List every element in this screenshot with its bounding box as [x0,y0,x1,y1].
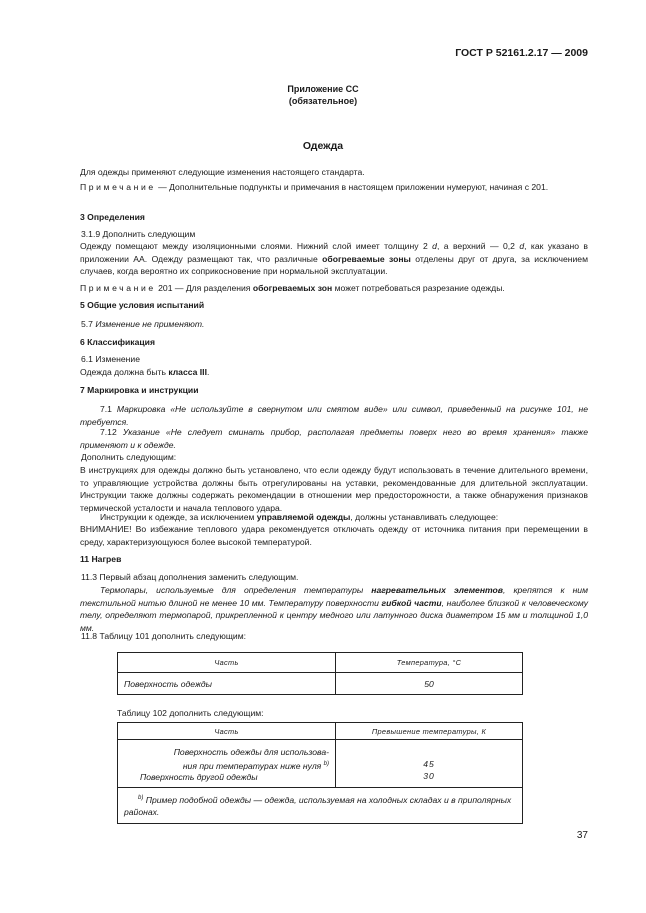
table-102-row1-line2 [124,759,329,772]
note-label: Примечание [80,182,156,192]
table-101-row-label: Поверхность одежды [118,673,336,695]
definitions-paragraph [80,240,588,278]
heading-test-conditions: 5 Общие условия испытаний [80,300,205,310]
footnote-text: Пример подобной одежды — одежда, используемая на холодных складах и в приполярных районах. [124,795,512,818]
marking-instructions: В инструкциях для одежды должно быть установлено, что если одежду будут использовать в течение длительного времени, то управляющие устройства должны быть отрегулированы на уставки, рекомендованные для длительной эксплуатации. Инструкции также должны содержать рекомендации в отношении мер предосторожности, а также обнаружения признаков термической усталости и начала теплового удара. [80,465,588,513]
text-run: Одежду помещают между изоляционными слоями. Нижний слой имеет толщину 2 [80,241,433,251]
marking-7-12 [80,426,588,451]
heading-classification: 6 Классификация [80,337,155,347]
heating-11-8: 11.8 Таблицу 101 дополнить следующим: [81,631,247,641]
page-number: 37 [576,830,588,841]
heading-heating: 11 Нагрев [80,554,122,564]
clause-text: Маркировка «Не используйте в свернутом или смятом виде» или символ, приведенный на рисунке 101, не требуется. [80,404,588,427]
classification-line1: 6.1 Изменение [81,354,140,364]
footnote-mark: b) [138,795,144,802]
table-101-header-part: Часть [118,653,336,673]
text-run: 201 — Для разделения [155,283,253,293]
marking-instructions-req [80,511,588,524]
text-run: Инструкции к одежде, за исключением [100,512,257,522]
footnote-ref: b) [323,760,329,767]
marking-supplement: Дополнить следующим: [81,452,177,462]
heading-marking: 7 Маркировка и инструкции [80,385,199,395]
marking-7-1 [80,403,588,428]
text-run: , должны устанавливать следующее: [350,512,499,522]
table-102 [117,722,523,824]
bold-term: обогреваемые зоны [322,253,411,264]
table-101 [117,652,523,695]
text-run: ния при температурах ниже нуля [182,760,324,771]
bold-term: гибкой части [381,597,442,608]
text-run: отделены друг от друга, за исключением случаев, когда вероятно их соприкосновение при нормальной эксплуатации. [80,253,588,276]
section-title: Одежда [302,140,344,152]
clause-text: Указание «Не следует сминать прибор, располагая предметы поверх него во время хранения» также применяют и к одежде. [80,427,588,450]
clause-text: Изменение не применяют. [95,319,205,329]
intro-paragraph: Для одежды применяют следующие изменения настоящего стандарта. [80,167,365,177]
standard-header: ГОСТ Р 52161.2.17 — 2009 [455,47,588,59]
text-run: . [206,367,210,377]
table-102-row2-value: 30 [423,770,435,781]
appendix-title: Приложение СС [287,84,359,94]
note-1 [80,181,588,194]
clause-number: 7.1 [100,404,112,414]
table-102-header-rise: Превышение температуры, К [336,723,523,740]
table-102-values [336,740,523,788]
text-run: , как указано в приложении АА. Одежду размещают так, что различные [80,241,588,264]
text-run: Термопары, используемые для определения температуры [100,585,372,595]
table-102-row1-value: 45 [423,759,435,770]
classification-line2 [80,366,588,379]
note-201 [80,282,588,295]
bold-term: управляемой одежды [256,512,351,522]
var-d: d [432,241,437,251]
bold-term: нагревательных элементов [371,585,503,595]
test-conditions-line [81,318,589,331]
table-102-header-part: Часть [118,723,336,740]
heating-11-3: 11.3 Первый абзац дополнения заменить следующим. [81,572,299,582]
var-d: d [519,241,525,251]
table-102-row2: Поверхность другой одежды [140,771,258,782]
note-label: Примечание [80,283,156,293]
text-run: может потребоваться разрезание одежды. [332,283,505,293]
table-102-row1-line1: Поверхность одежды для использова- [173,747,329,757]
heading-definitions: 3 Определения [80,212,145,222]
heating-thermocouples [80,584,588,634]
appendix-subtitle: (обязательное) [288,96,358,106]
definitions-sub: 3.1.9 Дополнить следующим [81,229,196,239]
marking-warning: ВНИМАНИЕ! Во избежание теплового удара рекомендуется отключать одежду от источника питания при перемещении в среду, характеризующуюся более высокой температурой. [80,524,588,547]
text-run: , а верхний — 0,2 [436,241,520,251]
note-text: — Дополнительные подпункты и примечания в настоящем приложении нумеруют, начиная с 201. [155,182,549,192]
table-102-parts [118,740,336,788]
clause-number: 5.7 [81,319,93,329]
text-run: , наиболее близкой к человеческому телу, определяют термопарой, прикрепленной к центру медного или латунного диска диаметром 15 мм и толщиной 1,0 мм. [80,597,588,633]
heating-table-102-intro: Таблицу 102 дополнить следующим: [117,708,264,718]
text-run: , крепятся к ним текстильной нитью длиной не менее 10 мм. Температуру поверхности [80,585,588,608]
bold-term: класса III [168,367,207,377]
table-101-row-value: 50 [336,673,523,695]
text-run: Одежда должна быть [80,367,169,377]
table-101-header-temp: Температура, °С [336,653,523,673]
table-102-footnote [118,788,523,824]
clause-number: 7.12 [100,427,117,437]
bold-term: обогреваемых зон [252,283,333,293]
